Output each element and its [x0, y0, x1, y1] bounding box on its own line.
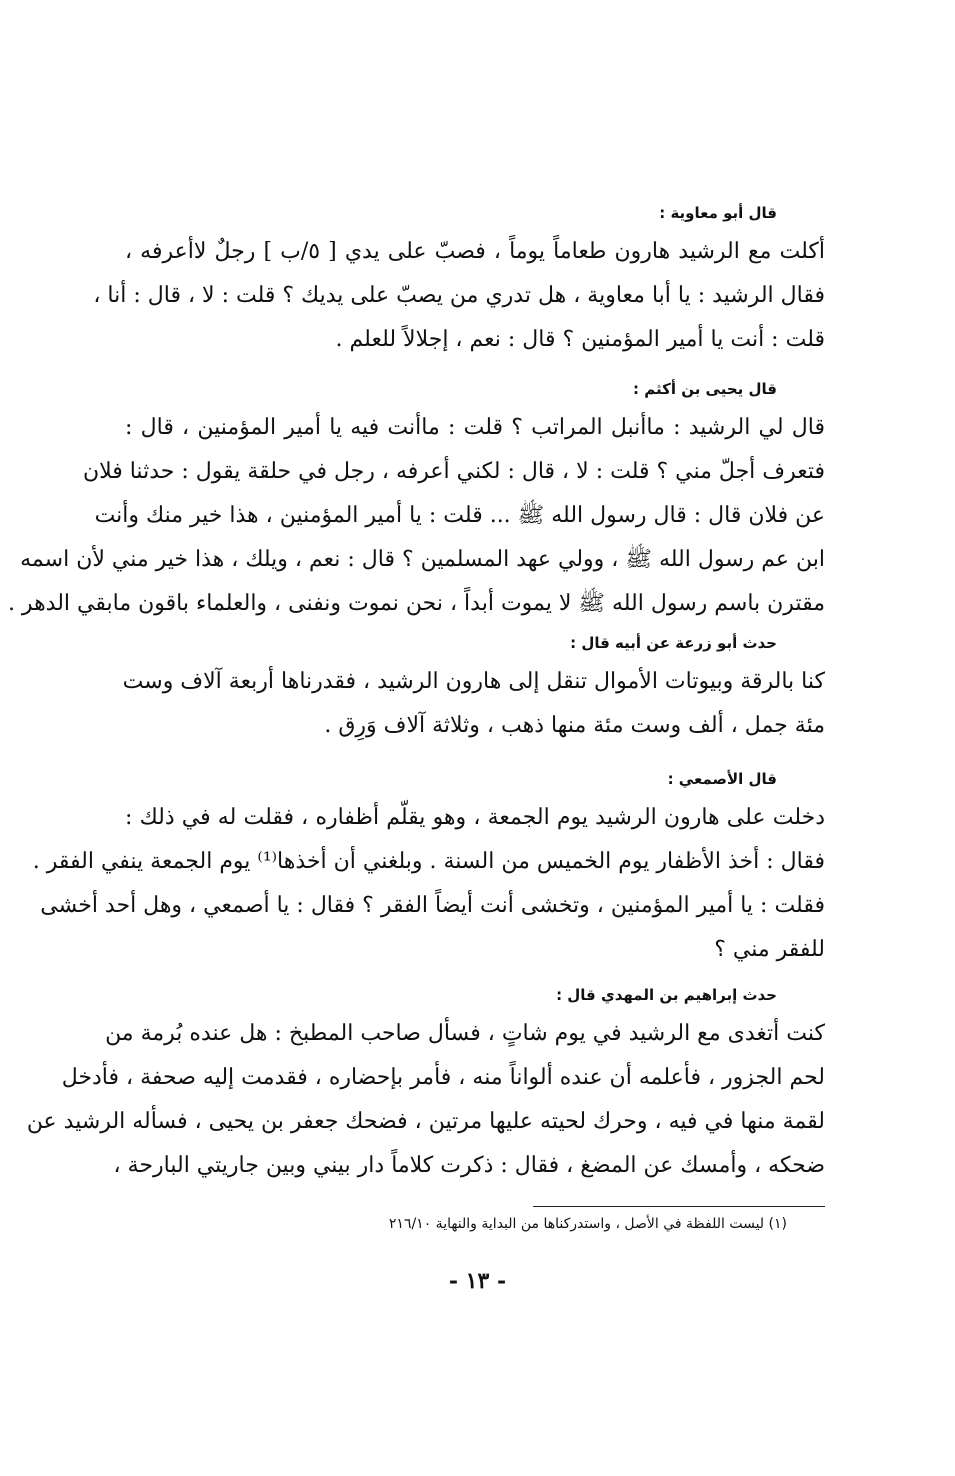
- text-line: فقال : أخذ الأظفار يوم الخميس من السنة . وبلغني أن أخذها⁽¹⁾ يوم الجمعة ينفي الفقر .: [32, 849, 825, 874]
- text-line: ضحكه ، وأمسك عن المضغ ، فقال : ذكرت كلاماً دار بيني وبين جاريتي البارحة ،: [113, 1153, 825, 1178]
- footnote-divider: [533, 1206, 825, 1207]
- text-line: لقمة منها في فيه ، وحرك لحيته عليها مرتين ، فضحك جعفر بن يحيى ، فسأله الرشيد عن: [26, 1109, 825, 1134]
- section-heading: قال أبو معاوية :: [659, 204, 777, 222]
- text-line: مقترن باسم رسول الله ﷺ لا يموت أبداً ، نحن نموت ونفنى ، والعلماء باقون مابقي الدهر .: [7, 591, 825, 616]
- section-heading: حدث أبو زرعة عن أبيه قال :: [570, 634, 777, 652]
- text-line: كنت أتغدى مع الرشيد في يوم شاتٍ ، فسأل صاحب المطبخ : هل عنده بُرمة من: [105, 1021, 825, 1046]
- text-line: فتعرف أجلّ مني ؟ قلت : لا ، قال : لكني أعرفه ، رجل في حلقة يقول : حدثنا فلان: [82, 459, 825, 484]
- section-heading: حدث إبراهيم بن المهدي قال :: [556, 986, 777, 1004]
- text-line: قلت : أنت يا أمير المؤمنين ؟ قال : نعم ، إجلالاً للعلم .: [335, 327, 825, 352]
- text-line: للفقر مني ؟: [714, 937, 825, 962]
- text-line: فقلت : يا أمير المؤمنين ، وتخشى أنت أيضاً الفقر ؟ فقال : يا أصمعي ، وهل أحد أخشى: [40, 893, 825, 918]
- section-heading: قال الأصمعي :: [667, 770, 777, 788]
- section-al-asmai: [32, 770, 825, 972]
- text-line: ابن عم رسول الله ﷺ ، وولي عهد المسلمين ؟ قال : نعم ، ويلك ، هذا خير مني لأن اسمه: [20, 547, 825, 572]
- text-line: قال لي الرشيد : ماأنبل المراتب ؟ قلت : ماأنت فيه يا أمير المؤمنين ، قال :: [125, 415, 825, 440]
- page-number: - ١٣ -: [448, 1268, 507, 1294]
- text-line: مئة جمل ، ألف وست مئة منها ذهب ، وثلاثة آلاف وَرِق .: [324, 713, 825, 738]
- footnote: (١) ليست اللفظة في الأصل ، واستدركناها من البداية والنهاية ٢١٦/١٠: [388, 1216, 787, 1232]
- text-line: كنا بالرقة وبيوتات الأموال تنقل إلى هارون الرشيد ، فقدرناها أربعة آلاف وست: [122, 669, 825, 694]
- section-abu-muawiya: [93, 204, 825, 362]
- text-line: عن فلان قال : قال رسول الله ﷺ ... قلت : يا أمير المؤمنين ، هذا خير منك وأنت: [94, 503, 825, 528]
- text-line: لحم الجزور ، فأعلمه أن عنده ألواناً منه ، فأمر بإحضاره ، فقدمت إليه صحفة ، فأدخل: [61, 1065, 825, 1090]
- section-ibrahim-ibn-al-mahdi: [26, 986, 825, 1188]
- section-heading: قال يحيى بن أكثم :: [633, 380, 777, 398]
- text-line: أكلت مع الرشيد هارون طعاماً يوماً ، فصبّ على يدي [ ٥/ب ] رجلٌ لاأعرفه ،: [125, 239, 825, 264]
- text-line: دخلت على هارون الرشيد يوم الجمعة ، وهو يقلّم أظفاره ، فقلت له في ذلك :: [125, 805, 825, 830]
- text-line: فقال الرشيد : يا أبا معاوية ، هل تدري من يصبّ على يديك ؟ قلت : لا ، قال : أنا ،: [93, 283, 825, 308]
- section-yahya-ibn-aktham: [7, 380, 825, 626]
- section-abu-zura: [122, 634, 825, 748]
